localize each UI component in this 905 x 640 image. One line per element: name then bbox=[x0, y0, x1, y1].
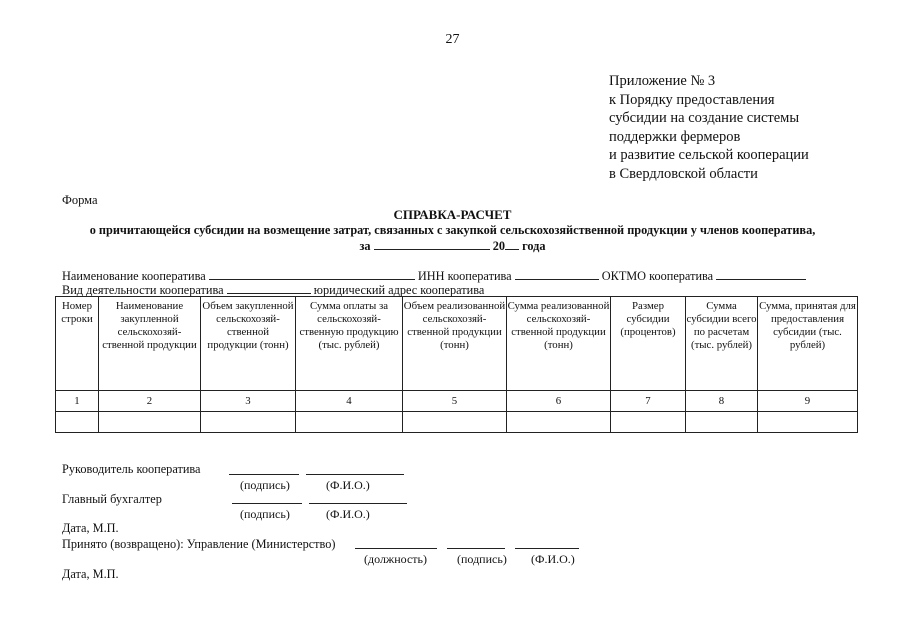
column-number: 8 bbox=[686, 391, 758, 412]
table-row bbox=[56, 412, 858, 433]
appendix-line: субсидии на создание системы bbox=[609, 110, 800, 126]
table-cell bbox=[296, 412, 403, 433]
accepted-label: Принято (возвращено): Управление (Министерство) bbox=[62, 537, 336, 551]
fio-caption: (Ф.И.О.) bbox=[531, 552, 575, 566]
document-title: СПРАВКА-РАСЧЕТ bbox=[393, 207, 512, 222]
header-cell: Номер строки bbox=[56, 297, 99, 391]
header-cell: Сумма реализованной сельскохозяй-ственной продукции (тонн) bbox=[507, 297, 611, 391]
column-number: 9 bbox=[758, 391, 858, 412]
activity-label: Вид деятельности кооператива bbox=[62, 283, 224, 297]
coop-name-label: Наименование кооператива bbox=[62, 269, 206, 283]
date-stamp: Дата, М.П. bbox=[62, 521, 119, 535]
appendix-line: поддержки фермеров bbox=[609, 128, 741, 145]
accepted-fio-line bbox=[515, 548, 579, 549]
address-label: юридический адрес кооператива bbox=[313, 283, 485, 297]
table-cell bbox=[56, 412, 99, 433]
head-signature-line bbox=[229, 474, 299, 475]
header-cell: Объем закупленной сельскохозяй-ственной продукции (тонн) bbox=[201, 297, 296, 391]
form-label: Форма bbox=[62, 193, 98, 207]
appendix-line: Приложение № 3 bbox=[609, 73, 716, 89]
table-cell bbox=[611, 412, 686, 433]
appendix-line: в Свердловской области bbox=[609, 165, 758, 182]
fio-caption: (Ф.И.О.) bbox=[326, 507, 370, 521]
table-cell bbox=[99, 412, 201, 433]
period-suffix: года bbox=[522, 239, 546, 253]
period-date-blank bbox=[374, 238, 490, 250]
table-cell bbox=[507, 412, 611, 433]
table-number-row bbox=[56, 391, 858, 412]
inn-label: ИНН кооператива bbox=[417, 269, 512, 283]
activity-blank bbox=[227, 282, 311, 294]
period-prefix: за bbox=[359, 239, 371, 253]
fio-caption: (Ф.И.О.) bbox=[326, 478, 370, 492]
appendix-line: к Порядку предоставления bbox=[609, 91, 775, 108]
signature-caption: (подпись) bbox=[457, 552, 507, 566]
calculation-table bbox=[55, 296, 858, 433]
date-stamp: Дата, М.П. bbox=[62, 567, 119, 581]
header-cell: Сумма, принятая для предоставления субсидии (тыс. рублей) bbox=[758, 297, 858, 391]
signature-caption: (подпись) bbox=[240, 507, 290, 521]
period-year-blank bbox=[505, 238, 519, 250]
column-number: 4 bbox=[296, 391, 403, 412]
table-header-row bbox=[56, 297, 858, 391]
document-period bbox=[0, 238, 905, 254]
column-number: 7 bbox=[611, 391, 686, 412]
header-cell: Размер субсидии (процентов) bbox=[611, 297, 686, 391]
header-cell: Сумма оплаты за сельскохозяй-ственную продукцию (тыс. рублей) bbox=[296, 297, 403, 391]
table-cell bbox=[686, 412, 758, 433]
appendix-note bbox=[609, 72, 809, 183]
position-line bbox=[355, 548, 437, 549]
signature-caption: (подпись) bbox=[240, 478, 290, 492]
oktmo-blank bbox=[716, 268, 806, 280]
coop-name-blank bbox=[209, 268, 415, 280]
accountant-label: Главный бухгалтер bbox=[62, 492, 162, 506]
table-cell bbox=[403, 412, 507, 433]
accepted-signature-line bbox=[447, 548, 505, 549]
table-cell bbox=[201, 412, 296, 433]
appendix-line: и развитие сельской кооперации bbox=[609, 147, 809, 163]
period-year-prefix: 20 bbox=[492, 239, 505, 253]
column-number: 3 bbox=[201, 391, 296, 412]
column-number: 5 bbox=[403, 391, 507, 412]
position-caption: (должность) bbox=[364, 552, 427, 566]
column-number: 6 bbox=[507, 391, 611, 412]
accountant-fio-line bbox=[309, 503, 407, 504]
oktmo-label: ОКТМО кооператива bbox=[601, 269, 714, 283]
inn-blank bbox=[515, 268, 599, 280]
head-fio-line bbox=[306, 474, 404, 475]
header-cell: Наименование закупленной сельскохозяй-ственной продукции bbox=[99, 297, 201, 391]
table-cell bbox=[758, 412, 858, 433]
column-number: 2 bbox=[99, 391, 201, 412]
column-number: 1 bbox=[56, 391, 99, 412]
header-cell: Объем реализованной сельскохозяй-ственной продукции (тонн) bbox=[403, 297, 507, 391]
document-subtitle: о причитающейся субсидии на возмещение затрат, связанных с закупкой сельскохозяйственной продукции у членов кооператива, bbox=[89, 223, 816, 237]
header-cell: Сумма субсидии всего по расчетам (тыс. рублей) bbox=[686, 297, 758, 391]
head-label: Руководитель кооператива bbox=[62, 462, 201, 476]
accountant-signature-line bbox=[232, 503, 302, 504]
page-number: 27 bbox=[445, 32, 460, 47]
